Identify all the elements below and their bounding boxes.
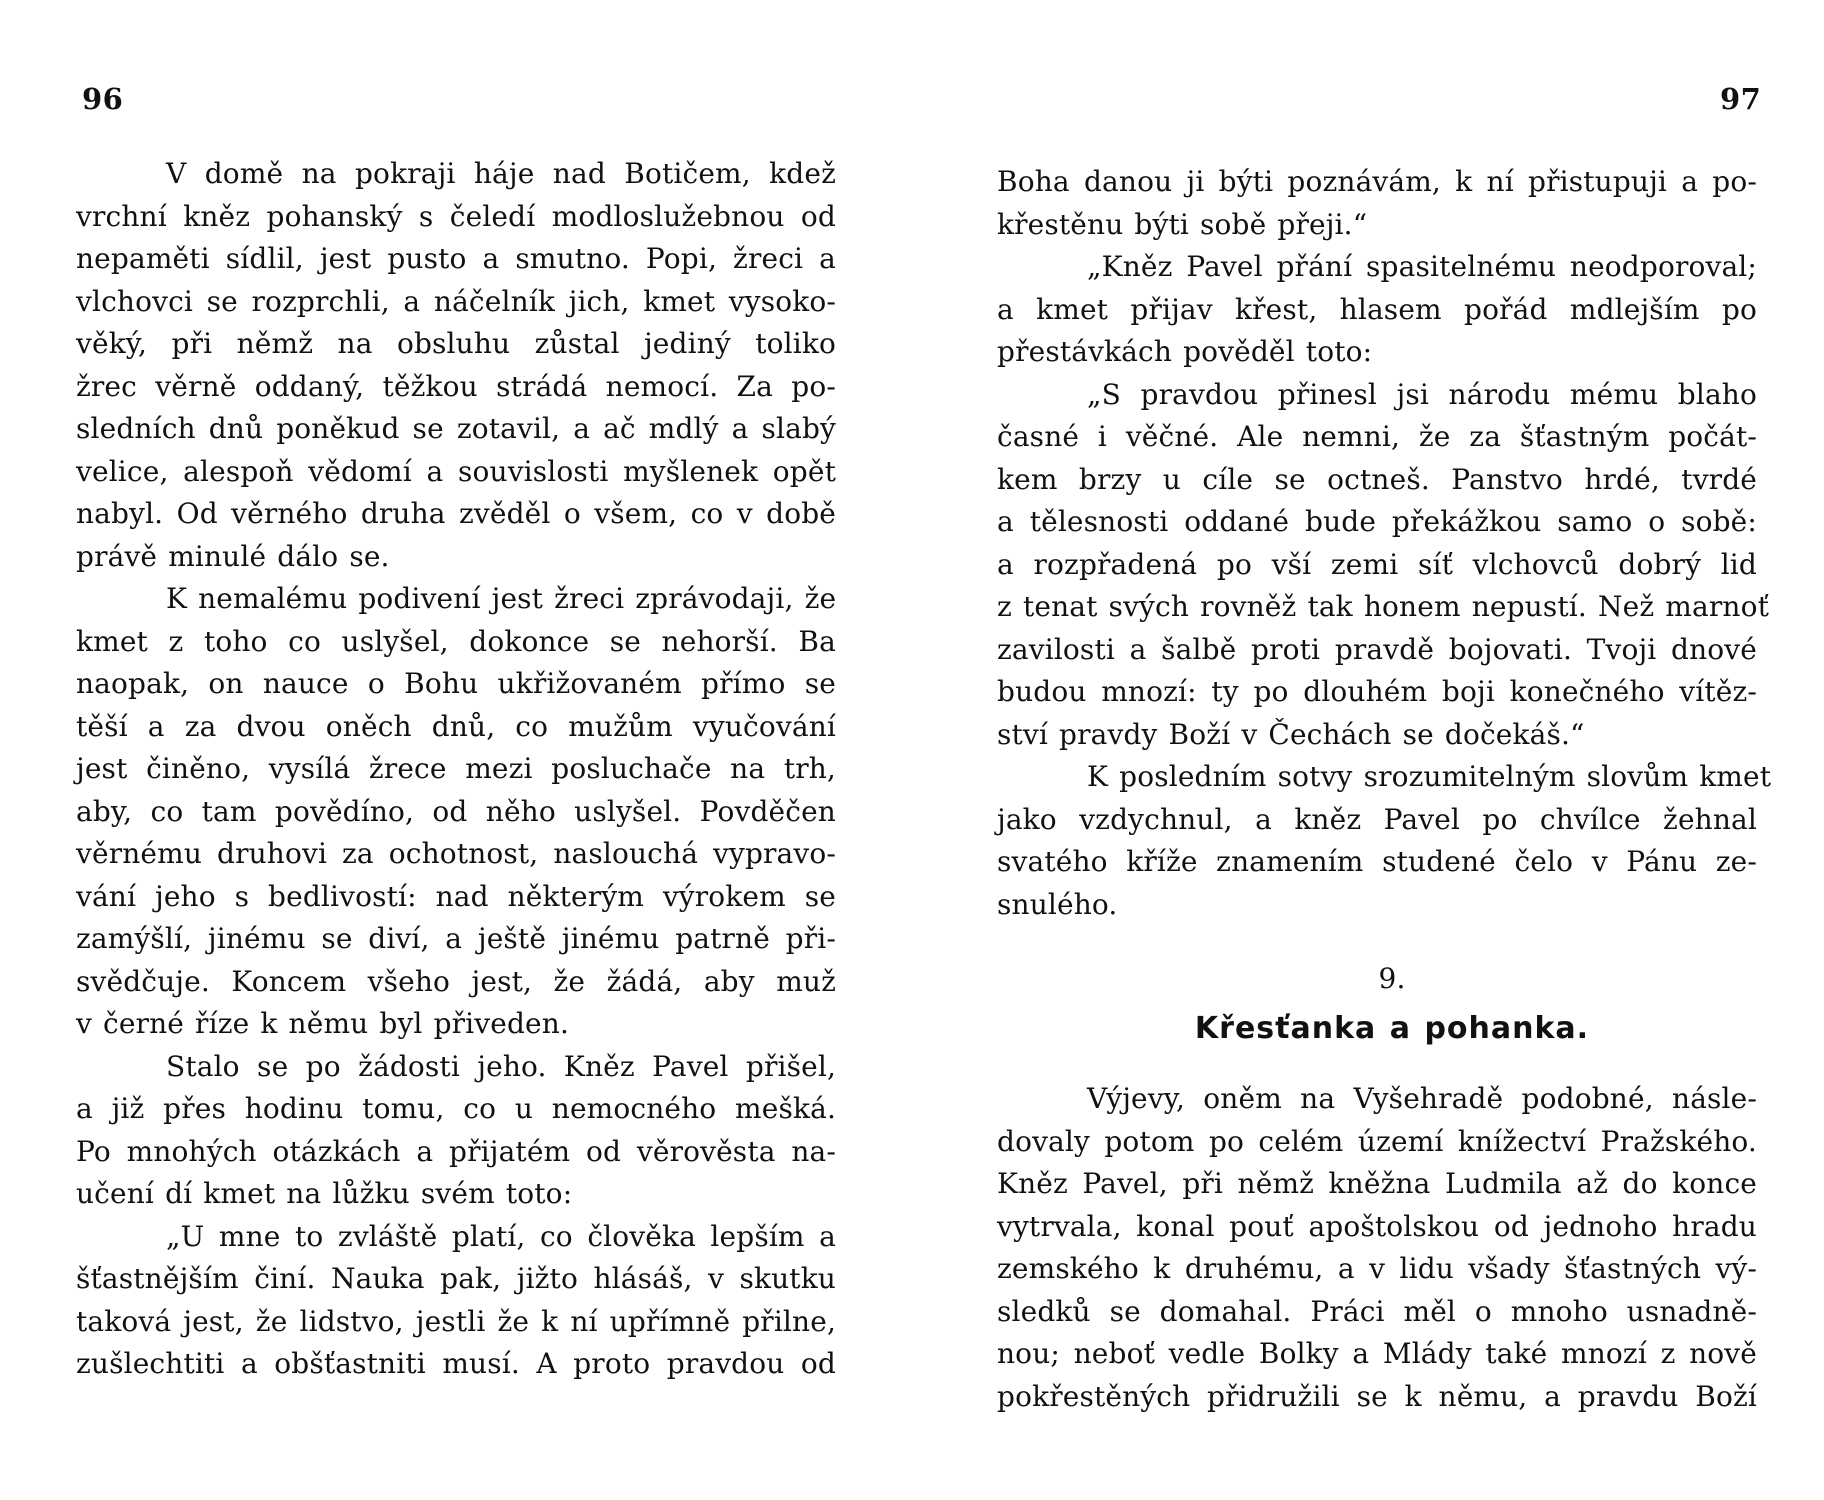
text-line: pokřestěných přidružili se k němu, a pravdu Boží [997, 1379, 1757, 1413]
text-line: nabyl. Od věrného druha zvěděl o všem, co v době [76, 497, 836, 530]
text-line: „Kněz Pavel přání spasitelnému neodporoval; [1087, 250, 1757, 283]
text-line: a kmet přijav křest, hlasem pořád mdlejším po [997, 292, 1757, 326]
text-line: K nemalému podivení jest žreci zprávodaji, že [166, 582, 837, 615]
left-page-text [76, 153, 836, 1386]
text-line: K posledním sotvy srozumitelným slovům kmet [1087, 760, 1772, 793]
text-line: aby, co tam povědíno, od něho uslyšel. Povděčen [76, 794, 836, 828]
text-line: nepaměti sídlil, jest pusto a smutno. Popi, žreci a [76, 242, 836, 275]
text-line: jako vzdychnul, a kněz Pavel po chvílce žehnal [997, 802, 1757, 836]
text-line: žrec věrně oddaný, těžkou strádá nemocí. Za po- [76, 369, 836, 403]
text-line: V domě na pokraji háje nad Botičem, kdež [166, 157, 836, 190]
chapter-title: Křesťanka a pohanka. [1194, 1011, 1590, 1046]
right-page [912, 0, 1824, 1500]
text-line: kmet z toho co uslyšel, dokonce se nehorší. Ba [76, 624, 836, 658]
text-line: Boha danou ji býti poznávám, k ní přistupuji a po- [997, 165, 1757, 198]
text-line: věrnému druhovi za ochotnost, naslouchá vypravo- [76, 837, 836, 870]
text-line: Výjevy, oněm na Vyšehradě podobné, násle- [1087, 1082, 1757, 1115]
text-line: vání jeho s bedlivostí: nad některým výrokem se [76, 879, 836, 913]
text-line: ství pravdy Boží v Čechách se dočekáš.“ [997, 717, 1585, 751]
text-line: kem brzy u cíle se octneš. Panstvo hrdé, tvrdé [997, 462, 1757, 496]
text-line: zušlechtiti a obšťastniti musí. A proto pravdou od [76, 1347, 836, 1380]
text-line: nou; neboť vedle Bolky a Mlády také mnozí z nově [997, 1337, 1757, 1370]
text-line: „U mne to zvláště platí, co člověka lepším a [166, 1219, 836, 1253]
text-line: vlchovci se rozprchli, a náčelník jich, kmet vysoko- [76, 284, 836, 318]
text-line: velice, alespoň vědomí a souvislosti myšlenek opět [76, 454, 836, 488]
text-line: a tělesnosti oddané bude překážkou samo o sobě: [997, 505, 1757, 538]
text-line: časné i věčné. Ale nemni, že za šťastným počát- [997, 420, 1757, 453]
text-line: snulého. [997, 887, 1118, 921]
text-line: sledků se domahal. Práci měl o mnoho usnadně- [997, 1294, 1757, 1328]
text-line: taková jest, že lidstvo, jestli že k ní upřímně přilne, [76, 1304, 836, 1338]
text-line: křestěnu býti sobě přeji.“ [997, 207, 1368, 241]
text-line: svědčuje. Koncem všeho jest, že žádá, aby muž [76, 964, 836, 998]
text-line: učení dí kmet na lůžku svém toto: [76, 1177, 573, 1210]
page-number-right: 97 [1720, 82, 1762, 116]
text-line: zamýšlí, jinému se diví, a ještě jinému patrně při- [76, 922, 836, 955]
text-line: a již přes hodinu tomu, co u nemocného mešká. [76, 1092, 836, 1125]
text-line: naopak, on nauce o Bohu ukřižovaném přímo se [76, 667, 836, 700]
text-line: Po mnohých otázkách a přijatém od věrověsta na- [76, 1134, 836, 1168]
text-line: Kněz Pavel, při němž kněžna Ludmila až do konce [997, 1167, 1757, 1200]
text-line: zavilosti a šalbě proti pravdě bojovati. Tvoji dnové [997, 632, 1757, 666]
page-number-left: 96 [82, 82, 124, 116]
text-line: právě minulé dálo se. [76, 539, 390, 573]
text-line: a rozpřadená po vší zemi síť vlchovců dobrý lid [997, 547, 1757, 581]
text-line: v černé říze k němu byl přiveden. [76, 1007, 570, 1040]
text-line: šťastnějším činí. Nauka pak, jižto hlásáš, v skutku [76, 1262, 836, 1295]
text-line: vrchní kněz pohanský s čeledí modloslužebnou od [76, 199, 836, 233]
chapter-number: 9. [1378, 962, 1406, 995]
text-line: budou mnozí: ty po dlouhém boji konečného vítěz- [997, 675, 1757, 708]
text-line: jest činěno, vysílá žrece mezi posluchače na trh, [76, 752, 836, 785]
text-line: z tenat svých rovněž tak honem nepustí. Než marnoť [997, 590, 1769, 623]
text-line: sledních dnů poněkud se zotavil, a ač mdlý a slabý [76, 412, 836, 445]
text-line: vytrvala, konal pouť apoštolskou od jednoho hradu [997, 1209, 1757, 1243]
text-line: Stalo se po žádosti jeho. Kněz Pavel přišel, [166, 1049, 836, 1083]
text-line: přestávkách pověděl toto: [997, 335, 1373, 368]
right-page-text [997, 161, 1772, 1418]
text-line: dovaly potom po celém území knížectví Pražského. [997, 1124, 1757, 1158]
text-line: zemského k druhému, a v lidu všady šťastných vý- [997, 1252, 1757, 1285]
text-line: věký, při němž na obsluhu zůstal jediný toliko [76, 327, 836, 360]
text-line: svatého kříže znamením studené čelo v Pánu ze- [997, 845, 1757, 878]
text-line: „S pravdou přinesl jsi národu mému blaho [1087, 377, 1757, 411]
text-line: těší a za dvou oněch dnů, co mužům vyučování [76, 709, 836, 743]
